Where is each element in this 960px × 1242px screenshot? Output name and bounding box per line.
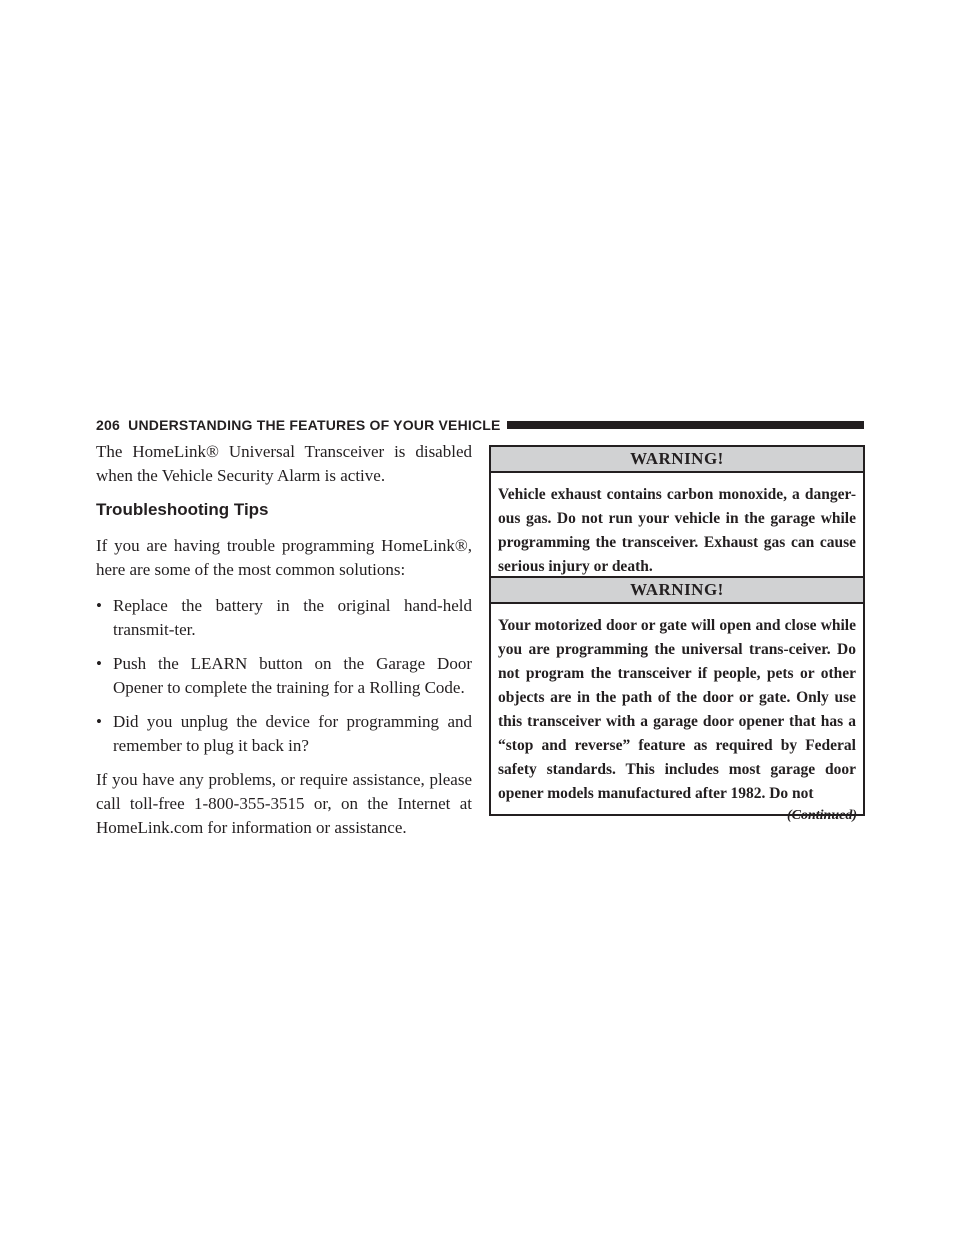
warning-text: Vehicle exhaust contains carbon monoxide, a danger-ous gas. Do not run your vehicle in the garage while programming the transceiver. Exhaust gas can cause serious injury or death. bbox=[498, 486, 856, 575]
continued-note: (Continued) bbox=[786, 808, 857, 823]
section-title: UNDERSTANDING THE FEATURES OF YOUR VEHICLE bbox=[128, 417, 501, 433]
list-item-text: Replace the battery in the original hand-held transmit-ter. bbox=[113, 596, 472, 639]
warning-title: WARNING! bbox=[491, 447, 863, 473]
lead-paragraph: If you are having trouble programming HomeLink®, here are some of the most common solutions: bbox=[96, 536, 472, 579]
list-item bbox=[96, 710, 472, 758]
warning-box-exhaust bbox=[489, 445, 865, 589]
list-item bbox=[96, 652, 472, 700]
header-rule bbox=[507, 421, 864, 429]
bullet-icon: • bbox=[96, 596, 102, 615]
page-header bbox=[96, 414, 864, 436]
page-number-and-section bbox=[96, 417, 501, 433]
warning-title: WARNING! bbox=[491, 578, 863, 604]
list-item bbox=[96, 594, 472, 642]
list-item-text: Push the LEARN button on the Garage Door Opener to complete the training for a Rolling Code. bbox=[113, 654, 472, 697]
section-heading: Troubleshooting Tips bbox=[96, 500, 269, 519]
bullet-icon: • bbox=[96, 654, 102, 673]
intro-paragraph: The HomeLink® Universal Transceiver is disabled when the Vehicle Security Alarm is active. bbox=[96, 442, 472, 485]
bullet-icon: • bbox=[96, 712, 102, 731]
left-column bbox=[96, 440, 472, 840]
tips-list bbox=[96, 594, 472, 758]
list-item-text: Did you unplug the device for programming and remember to plug it back in? bbox=[113, 712, 472, 755]
warning-box-motorized-door bbox=[489, 576, 865, 816]
page-number: 206 bbox=[96, 417, 120, 433]
warning-text: Your motorized door or gate will open and close while you are programming the universal trans-ceiver. Do not program the transceiver if people, pets or other objects are in the path of the door or gate. Only use this transceiver with a garage door opener that has a “stop and reverse” feature as required by Federal safety standards. This includes most garage door opener models manufactured after 1982. Do not bbox=[498, 617, 856, 802]
closing-paragraph: If you have any problems, or require assistance, please call toll-free 1-800-355-3515 or, on the Internet at HomeLink.com for information or assistance. bbox=[96, 770, 472, 837]
